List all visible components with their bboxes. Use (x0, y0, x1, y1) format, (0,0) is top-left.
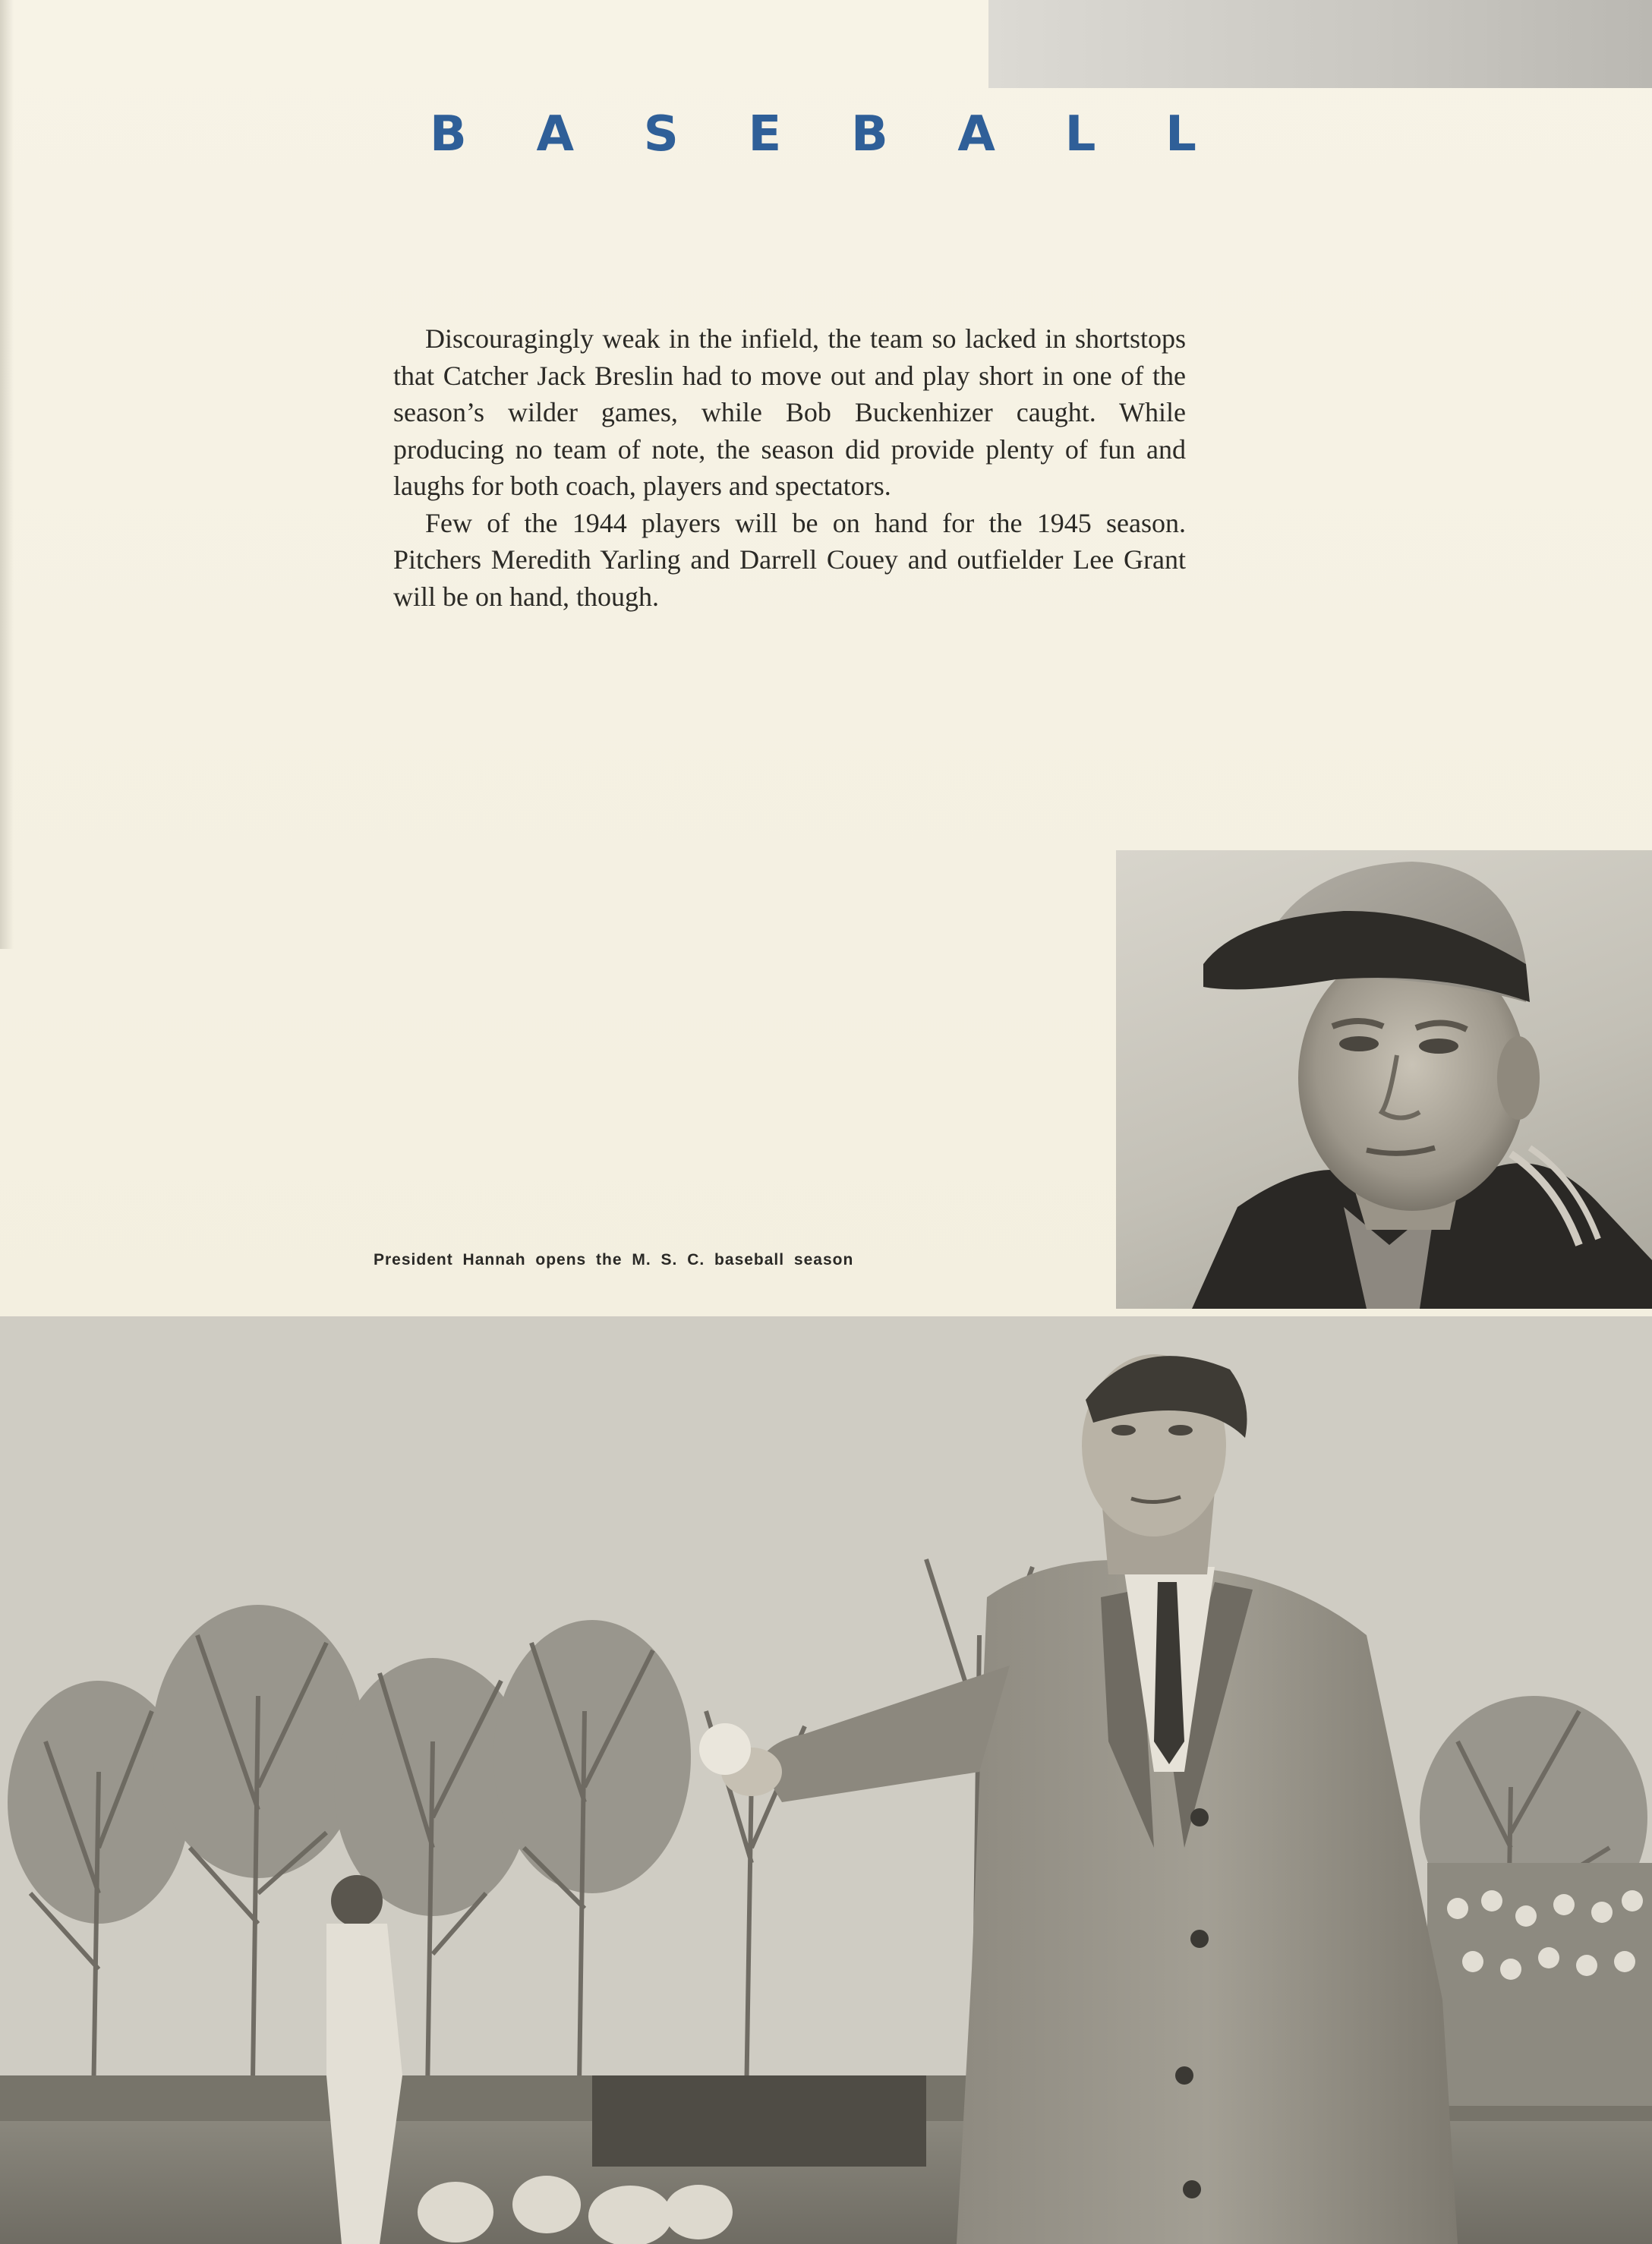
title-letter: L (1165, 106, 1196, 162)
coach-portrait-photo (1116, 850, 1652, 1309)
title-letter: S (643, 106, 679, 162)
title-letter: E (748, 106, 782, 162)
baseball-field-scene-illustration (0, 1316, 1652, 2244)
article-paragraph: Few of the 1944 players will be on hand for the 1945 season. Pitchers Meredith Yarling and Darrell Couey and outfielder Lee Grant will be on hand, though. (393, 507, 1186, 612)
top-photo-bleed (988, 0, 1652, 88)
title-letter: A (957, 106, 995, 162)
title-letter: B (850, 106, 888, 162)
title-letter: L (1064, 106, 1096, 162)
photo-caption: President Hannah opens the M. S. C. baseball season (374, 1251, 854, 1269)
article-body (393, 320, 1186, 615)
president-hannah-photo (0, 1316, 1652, 2244)
page-edge-shadow (0, 0, 14, 949)
article-paragraph: Discouragingly weak in the infield, the team so lacked in shortstops that Catcher Jack Breslin had to move out and play short in one of the season’s wilder games, while Bob Buckenhizer caught. While producing no team of note, the season did provide plenty of fun and laughs for both coach, players and spectators. (393, 323, 1186, 501)
coach-portrait-illustration (1116, 850, 1652, 1309)
title-letter: A (536, 106, 575, 162)
title-letter: B (430, 106, 467, 162)
page-title (430, 106, 1196, 162)
